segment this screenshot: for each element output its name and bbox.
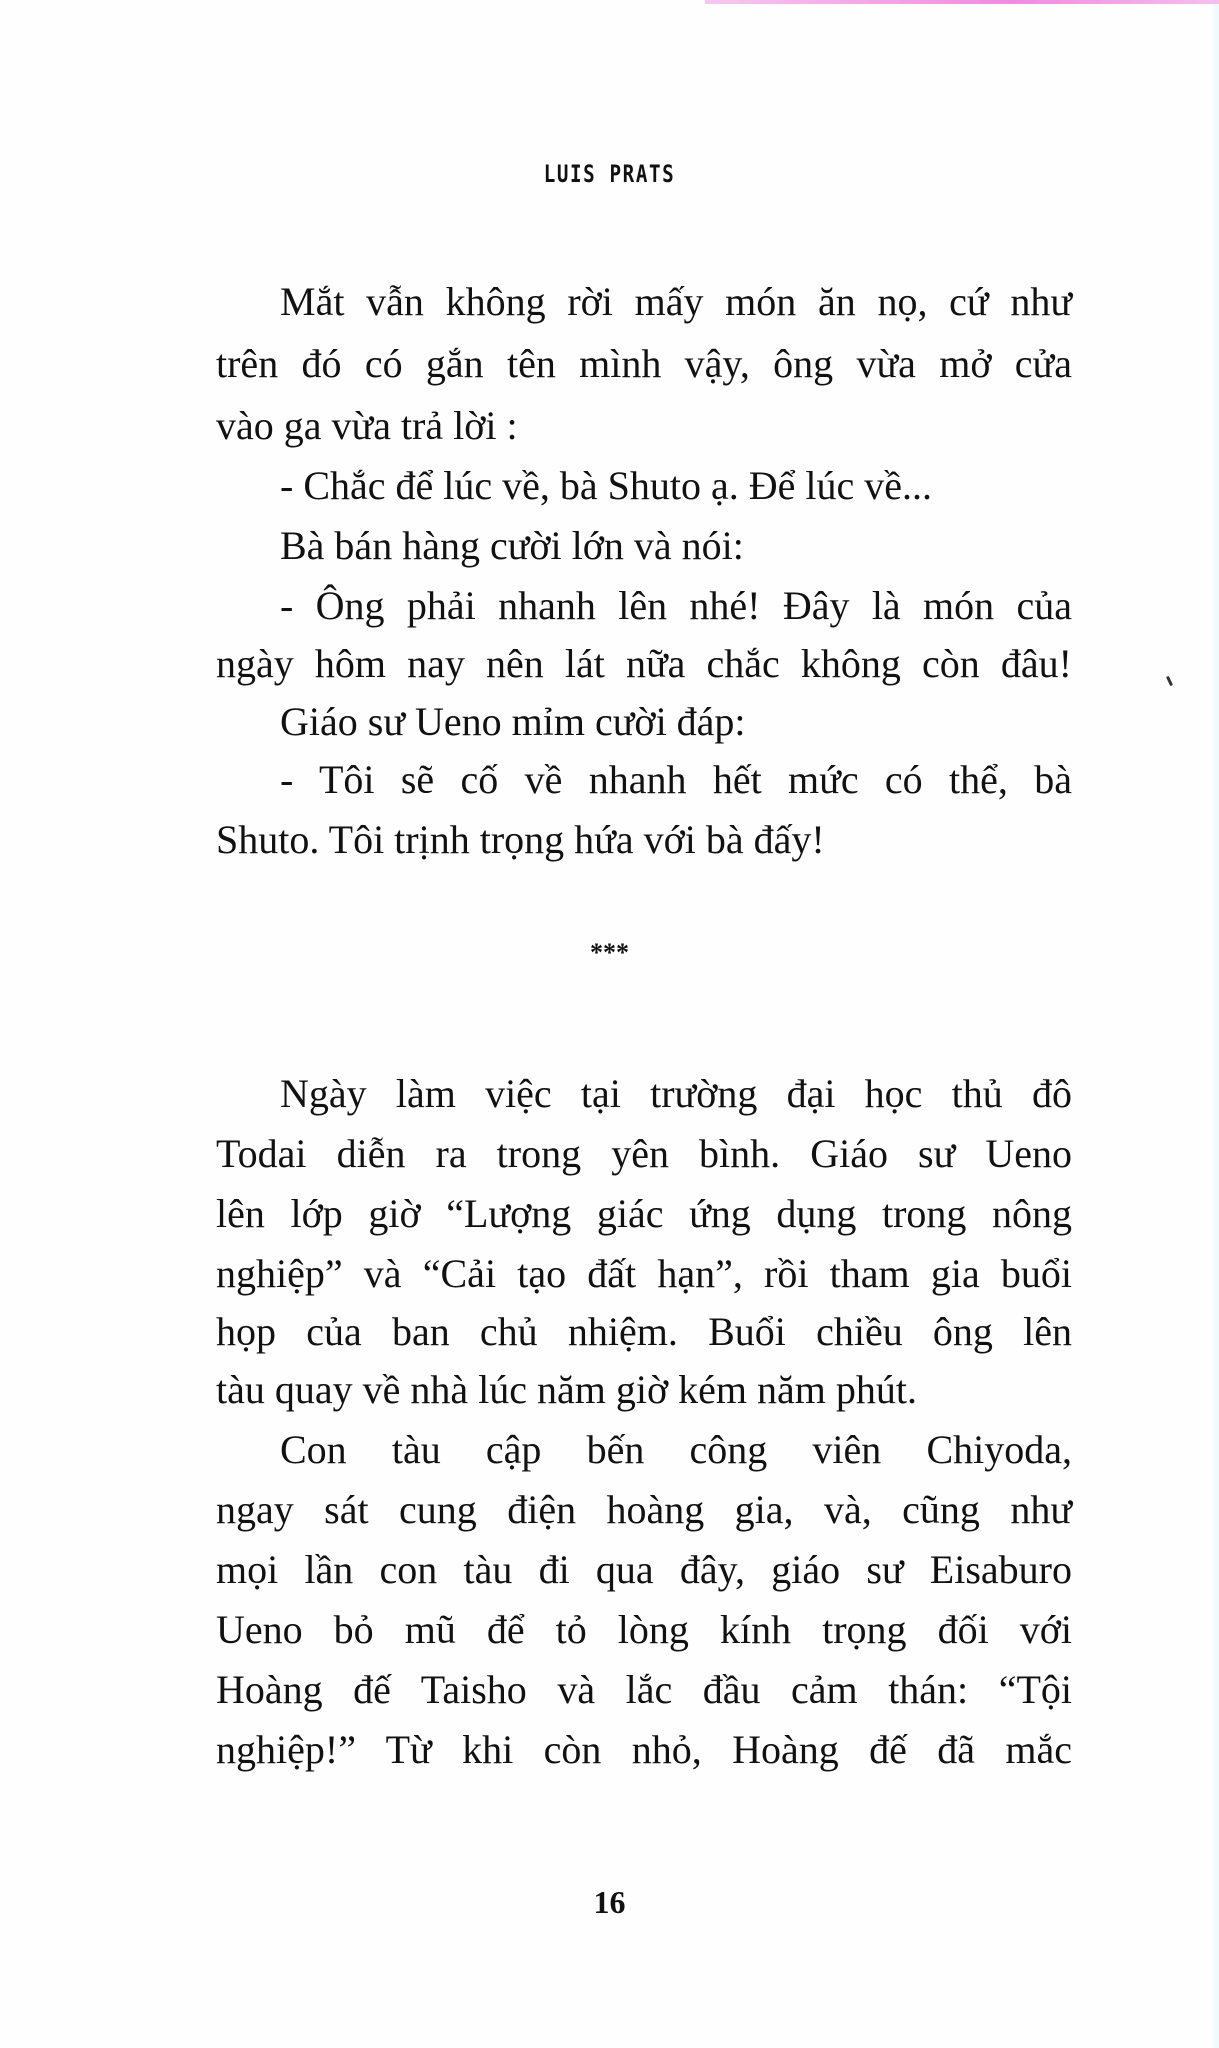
text-line: - Chắc để lúc về, bà Shuto ạ. Để lúc về...: [280, 463, 933, 508]
text-line: ngày hôm nay nên lát nữa chắc không còn đâu!: [216, 641, 1072, 686]
text-line: Shuto. Tôi trịnh trọng hứa với bà đấy!: [216, 817, 825, 862]
text-line: trên đó có gắn tên mình vậy, ông vừa mở cửa: [216, 341, 1072, 386]
text-line: Giáo sư Ueno mỉm cười đáp:: [280, 699, 746, 744]
text-line: ngay sát cung điện hoàng gia, và, cũng như: [216, 1487, 1072, 1532]
text-line: Ngày làm việc tại trường đại học thủ đô: [280, 1071, 1072, 1116]
text-line: Bà bán hàng cười lớn và nói:: [280, 523, 744, 568]
text-line: Mắt vẫn không rời mấy món ăn nọ, cứ như: [280, 279, 1072, 324]
stray-mark: [1166, 676, 1173, 686]
text-line: tàu quay về nhà lúc năm giờ kém năm phút.: [216, 1367, 917, 1412]
text-line: vào ga vừa trả lời :: [216, 403, 518, 448]
text-line: họp của ban chủ nhiệm. Buổi chiều ông lên: [216, 1309, 1072, 1354]
text-line: Ueno bỏ mũ để tỏ lòng kính trọng đối với: [216, 1607, 1072, 1652]
page-number: 16: [593, 1884, 626, 1920]
scan-edge-top: [705, 0, 1219, 4]
text-line: - Tôi sẽ cố về nhanh hết mức có thể, bà: [280, 757, 1072, 802]
scan-edge-right: [1209, 4, 1219, 2048]
running-head: LUIS PRATS: [543, 160, 676, 188]
text-line: Hoàng đế Taisho và lắc đầu cảm thán: “Tội: [216, 1667, 1072, 1712]
text-line: - Ông phải nhanh lên nhé! Đây là món của: [280, 583, 1072, 628]
text-line: nghiệp” và “Cải tạo đất hạn”, rồi tham gia buổi: [216, 1251, 1072, 1296]
text-line: Con tàu cập bến công viên Chiyoda,: [280, 1427, 1072, 1472]
section-separator: ***: [590, 938, 629, 967]
text-line: lên lớp giờ “Lượng giác ứng dụng trong nông: [216, 1191, 1072, 1236]
text-line: Todai diễn ra trong yên bình. Giáo sư Ueno: [216, 1131, 1072, 1176]
text-line: nghiệp!” Từ khi còn nhỏ, Hoàng đế đã mắc: [216, 1727, 1072, 1772]
text-line: mọi lần con tàu đi qua đây, giáo sư Eisaburo: [216, 1547, 1072, 1592]
